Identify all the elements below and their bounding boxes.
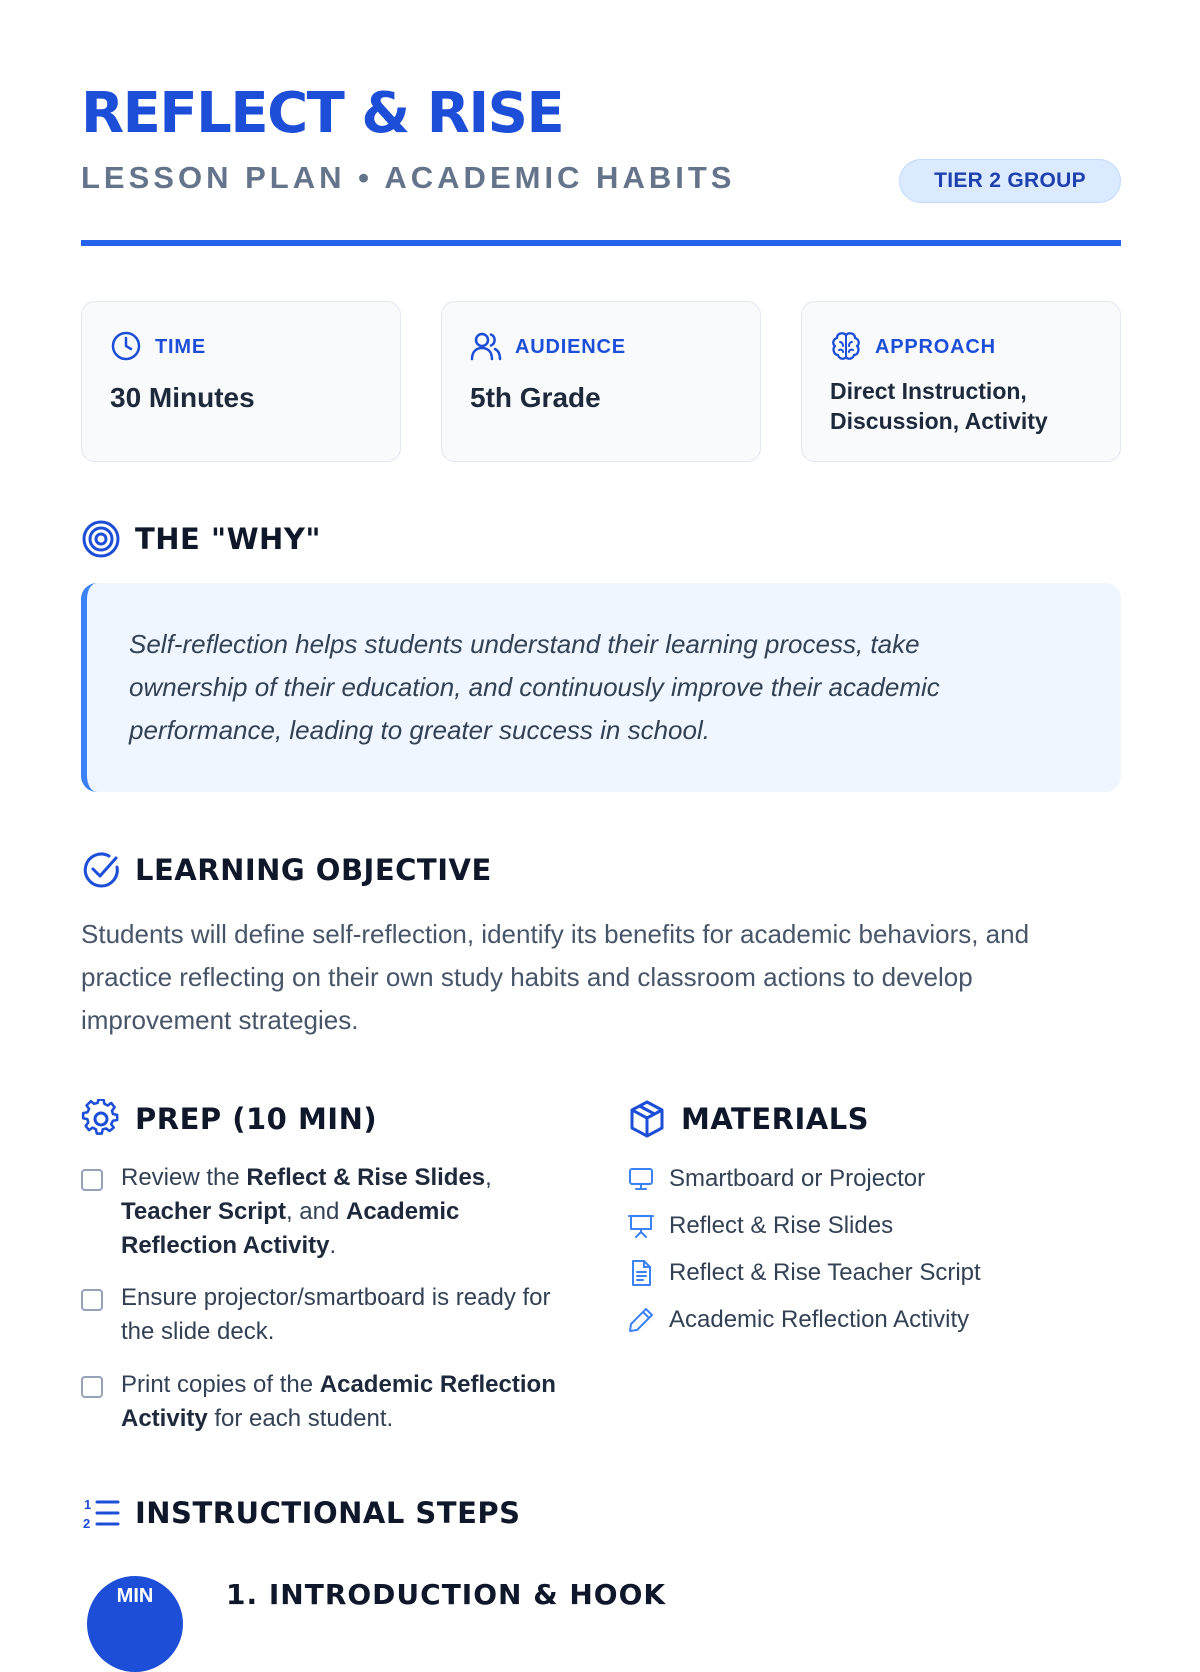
check-circle-icon — [81, 850, 121, 890]
why-section-header — [81, 519, 321, 559]
svg-text:2: 2 — [83, 1516, 91, 1531]
prep-item-text: Ensure projector/smartboard is ready for the slide deck. — [121, 1284, 551, 1345]
header-divider — [81, 240, 1121, 246]
objective-heading: LEARNING OBJECTIVE — [135, 853, 492, 887]
step-time-badge: MIN — [87, 1576, 183, 1672]
package-icon — [627, 1099, 667, 1139]
page-title: REFLECT & RISE — [81, 81, 564, 146]
monitor-icon — [627, 1165, 655, 1193]
steps-heading: INSTRUCTIONAL STEPS — [135, 1496, 521, 1530]
svg-text:1: 1 — [84, 1497, 92, 1512]
clock-icon — [110, 330, 142, 362]
page-subtitle: LESSON PLAN • ACADEMIC HABITS — [81, 160, 736, 195]
info-cards — [81, 301, 1121, 462]
material-label: Reflect & Rise Teacher Script — [669, 1259, 981, 1286]
step-title: 1. INTRODUCTION & HOOK — [226, 1578, 667, 1611]
material-item — [627, 1162, 925, 1196]
time-card-value: 30 Minutes — [110, 382, 255, 413]
approach-card-value: Direct Instruction, Discussion, Activity — [830, 378, 1048, 434]
materials-heading: MATERIALS — [681, 1102, 870, 1136]
target-icon — [81, 519, 121, 559]
prep-heading: PREP (10 MIN) — [135, 1102, 378, 1136]
prep-checkbox[interactable] — [81, 1376, 103, 1398]
prep-section-header — [81, 1099, 377, 1139]
prep-item — [81, 1368, 561, 1436]
material-label: Reflect & Rise Slides — [669, 1212, 894, 1239]
numbered-list-icon — [81, 1493, 121, 1533]
brain-icon — [830, 330, 862, 362]
material-label: Academic Reflection Activity — [669, 1306, 970, 1333]
why-callout: Self-reflection helps students understand their learning process, take ownership of their education, and continuously improve their academic performance, leading to greater success in school. — [81, 583, 1121, 792]
objective-text: Students will define self-reflection, identify its benefits for academic behaviors, and practice reflecting on their own study habits and classroom actions to develop improvement strategies. — [81, 919, 1030, 1035]
time-card-label: TIME — [155, 336, 206, 358]
presentation-icon — [627, 1212, 655, 1240]
prep-item-text: Print copies of the Academic Reflection Activity for each student. — [121, 1371, 556, 1432]
time-card — [81, 301, 401, 462]
material-item — [627, 1256, 981, 1290]
prep-checkbox[interactable] — [81, 1169, 103, 1191]
steps-section-header — [81, 1493, 521, 1533]
tier-badge: TIER 2 GROUP — [899, 159, 1121, 203]
prep-checkbox[interactable] — [81, 1289, 103, 1311]
material-label: Smartboard or Projector — [669, 1165, 926, 1192]
pencil-icon — [627, 1306, 655, 1334]
material-item — [627, 1303, 969, 1337]
approach-card-label: APPROACH — [875, 336, 996, 358]
users-icon — [470, 330, 502, 362]
prep-item — [81, 1161, 561, 1263]
objective-section-header — [81, 850, 492, 890]
approach-card — [801, 301, 1121, 462]
why-heading: THE "WHY" — [135, 522, 321, 556]
audience-card-value: 5th Grade — [470, 382, 601, 413]
material-item — [627, 1209, 893, 1243]
gear-icon — [81, 1099, 121, 1139]
document-icon — [627, 1259, 655, 1287]
audience-card-label: AUDIENCE — [515, 336, 626, 358]
prep-item — [81, 1281, 561, 1349]
materials-section-header — [627, 1099, 869, 1139]
prep-item-text: Review the Reflect & Rise Slides, Teacher Script, and Academic Reflection Activity. — [121, 1164, 492, 1259]
audience-card — [441, 301, 761, 462]
